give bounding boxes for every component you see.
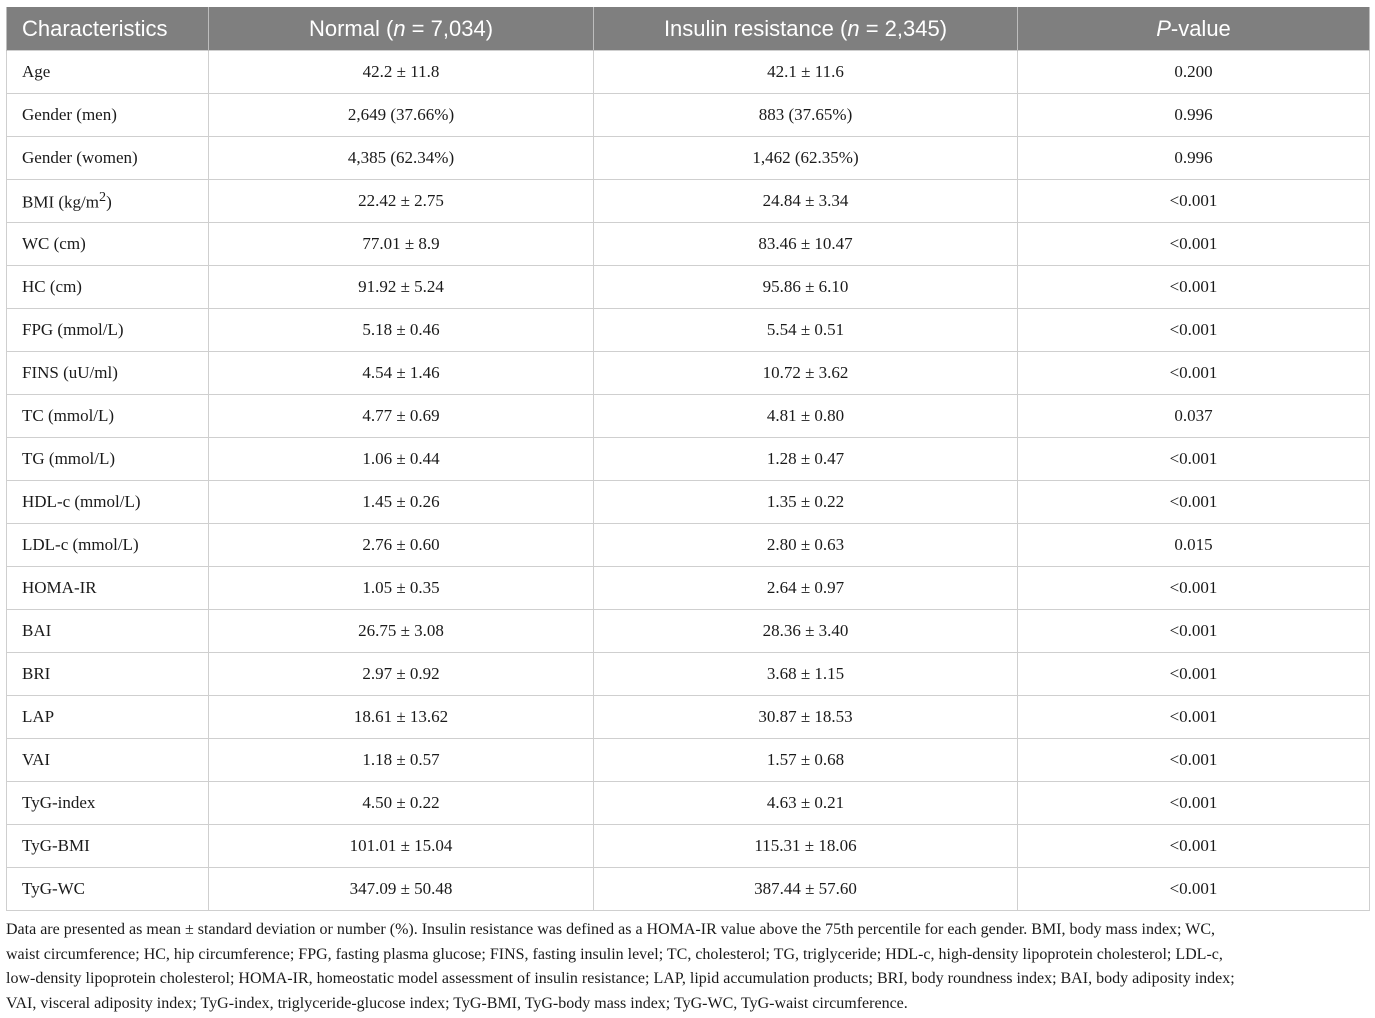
- table-row: [7, 137, 1370, 180]
- table-body: [7, 51, 1370, 911]
- cell-normal: 2,649 (37.66%): [209, 94, 594, 137]
- table-row: [7, 180, 1370, 223]
- cell-p-value: <0.001: [1018, 266, 1370, 309]
- cell-p-value: <0.001: [1018, 868, 1370, 911]
- table-row: [7, 739, 1370, 782]
- row-label: FPG (mmol/L): [7, 309, 209, 352]
- cell-insulin-resistance: 42.1 ± 11.6: [594, 51, 1018, 94]
- cell-p-value: 0.996: [1018, 94, 1370, 137]
- cell-p-value: <0.001: [1018, 481, 1370, 524]
- table-row: [7, 868, 1370, 911]
- header-normal-prefix: Normal (: [308, 15, 394, 41]
- cell-normal: 42.2 ± 11.8: [209, 51, 594, 94]
- cell-insulin-resistance: 95.86 ± 6.10: [594, 266, 1018, 309]
- cell-insulin-resistance: 30.87 ± 18.53: [594, 696, 1018, 739]
- table-row: [7, 438, 1370, 481]
- header-p-italic: P: [1156, 15, 1171, 41]
- cell-p-value: <0.001: [1018, 352, 1370, 395]
- cell-insulin-resistance: 83.46 ± 10.47: [594, 223, 1018, 266]
- cell-normal: 26.75 ± 3.08: [209, 610, 594, 653]
- cell-insulin-resistance: 28.36 ± 3.40: [594, 610, 1018, 653]
- cell-insulin-resistance: 1,462 (62.35%): [594, 137, 1018, 180]
- cell-normal: 5.18 ± 0.46: [209, 309, 594, 352]
- footnote-line: low-density lipoprotein cholesterol; HOMA-IR, homeostatic model assessment of insulin resistance; LAP, lipid accumulation products; BRI, body roundness index; BAI, body adiposity index;: [6, 970, 1235, 987]
- cell-insulin-resistance: 387.44 ± 57.60: [594, 868, 1018, 911]
- row-label: Age: [7, 51, 209, 94]
- row-label: FINS (uU/ml): [7, 352, 209, 395]
- cell-insulin-resistance: 24.84 ± 3.34: [594, 180, 1018, 223]
- cell-insulin-resistance: 2.80 ± 0.63: [594, 524, 1018, 567]
- table-row: [7, 352, 1370, 395]
- cell-normal: 4.54 ± 1.46: [209, 352, 594, 395]
- row-label-bmi: [7, 180, 209, 223]
- table-row: [7, 395, 1370, 438]
- footnote-line: waist circumference; HC, hip circumference; FPG, fasting plasma glucose; FINS, fasting insulin level; TC, cholesterol; TG, triglyceride; HDL-c, high-density lipoprotein cholesterol; LDL-c,: [6, 945, 1223, 963]
- table-header: [7, 7, 1370, 51]
- row-label: TyG-index: [7, 782, 209, 825]
- row-label: HOMA-IR: [7, 567, 209, 610]
- cell-insulin-resistance: 4.81 ± 0.80: [594, 395, 1018, 438]
- table-row: [7, 782, 1370, 825]
- cell-normal: 4.50 ± 0.22: [209, 782, 594, 825]
- cell-p-value: <0.001: [1018, 825, 1370, 868]
- cell-p-value: <0.001: [1018, 438, 1370, 481]
- row-label: BRI: [7, 653, 209, 696]
- table-row: [7, 266, 1370, 309]
- cell-insulin-resistance: 4.63 ± 0.21: [594, 782, 1018, 825]
- table-row: [7, 825, 1370, 868]
- row-label: TG (mmol/L): [7, 438, 209, 481]
- cell-normal: 347.09 ± 50.48: [209, 868, 594, 911]
- table-row: [7, 94, 1370, 137]
- header-p-value: [1018, 7, 1370, 51]
- row-label: Gender (women): [7, 137, 209, 180]
- header-normal-suffix: = 7,034): [405, 15, 494, 41]
- cell-normal: 18.61 ± 13.62: [209, 696, 594, 739]
- cell-p-value: <0.001: [1018, 567, 1370, 610]
- row-label: TyG-WC: [7, 868, 209, 911]
- cell-normal: 2.76 ± 0.60: [209, 524, 594, 567]
- cell-p-value: 0.037: [1018, 395, 1370, 438]
- cell-normal: 101.01 ± 15.04: [209, 825, 594, 868]
- cell-insulin-resistance: 3.68 ± 1.15: [594, 653, 1018, 696]
- table-row: [7, 481, 1370, 524]
- row-label: Gender (men): [7, 94, 209, 137]
- header-ir-n: n: [847, 15, 860, 41]
- header-insulin-resistance: [594, 7, 1018, 51]
- cell-normal: 77.01 ± 8.9: [209, 223, 594, 266]
- row-label: TC (mmol/L): [7, 395, 209, 438]
- row-label-superscript: 2: [98, 189, 107, 206]
- header-ir-prefix: Insulin resistance (: [663, 15, 848, 41]
- cell-p-value: <0.001: [1018, 180, 1370, 223]
- cell-p-value: 0.200: [1018, 51, 1370, 94]
- characteristics-table-container: [6, 7, 1369, 911]
- header-normal-n: n: [393, 15, 406, 41]
- row-label-prefix: BMI (kg/m: [22, 192, 99, 212]
- row-label: HC (cm): [7, 266, 209, 309]
- cell-insulin-resistance: 5.54 ± 0.51: [594, 309, 1018, 352]
- cell-p-value: <0.001: [1018, 782, 1370, 825]
- table-row: [7, 696, 1370, 739]
- cell-p-value: <0.001: [1018, 696, 1370, 739]
- footnote-line: VAI, visceral adiposity index; TyG-index, triglyceride-glucose index; TyG-BMI, TyG-body mass index; TyG-WC, TyG-waist circumference.: [6, 994, 908, 1012]
- cell-p-value: 0.996: [1018, 137, 1370, 180]
- characteristics-table: [6, 7, 1370, 911]
- table-row: [7, 309, 1370, 352]
- cell-insulin-resistance: 1.28 ± 0.47: [594, 438, 1018, 481]
- header-characteristics: [7, 7, 209, 51]
- header-row: [7, 7, 1370, 51]
- row-label: LAP: [7, 696, 209, 739]
- cell-insulin-resistance: 10.72 ± 3.62: [594, 352, 1018, 395]
- footnote-line: Data are presented as mean ± standard deviation or number (%). Insulin resistance was defined as a HOMA-IR value above the 75th percentile for each gender. BMI, body mass index; WC,: [6, 921, 1215, 938]
- header-ir-suffix: = 2,345): [859, 15, 948, 41]
- cell-insulin-resistance: 883 (37.65%): [594, 94, 1018, 137]
- row-label: VAI: [7, 739, 209, 782]
- cell-normal: 1.05 ± 0.35: [209, 567, 594, 610]
- table-row: [7, 610, 1370, 653]
- cell-normal: 2.97 ± 0.92: [209, 653, 594, 696]
- row-label: WC (cm): [7, 223, 209, 266]
- table-row: [7, 524, 1370, 567]
- table-row: [7, 223, 1370, 266]
- header-p-suffix: -value: [1170, 15, 1231, 41]
- header-characteristics-label: Characteristics: [22, 15, 168, 41]
- row-label: TyG-BMI: [7, 825, 209, 868]
- cell-p-value: <0.001: [1018, 610, 1370, 653]
- table-row: [7, 567, 1370, 610]
- cell-p-value: <0.001: [1018, 739, 1370, 782]
- cell-insulin-resistance: 1.57 ± 0.68: [594, 739, 1018, 782]
- cell-normal: 1.06 ± 0.44: [209, 438, 594, 481]
- cell-normal: 4.77 ± 0.69: [209, 395, 594, 438]
- cell-normal: 91.92 ± 5.24: [209, 266, 594, 309]
- row-label-suffix: ): [106, 192, 112, 212]
- cell-normal: 22.42 ± 2.75: [209, 180, 594, 223]
- cell-p-value: <0.001: [1018, 223, 1370, 266]
- table-row: [7, 51, 1370, 94]
- cell-insulin-resistance: 1.35 ± 0.22: [594, 481, 1018, 524]
- cell-p-value: <0.001: [1018, 653, 1370, 696]
- cell-insulin-resistance: 2.64 ± 0.97: [594, 567, 1018, 610]
- cell-normal: 4,385 (62.34%): [209, 137, 594, 180]
- table-row: [7, 653, 1370, 696]
- row-label: BAI: [7, 610, 209, 653]
- row-label: LDL-c (mmol/L): [7, 524, 209, 567]
- row-label: HDL-c (mmol/L): [7, 481, 209, 524]
- cell-p-value: 0.015: [1018, 524, 1370, 567]
- cell-normal: 1.18 ± 0.57: [209, 739, 594, 782]
- cell-insulin-resistance: 115.31 ± 18.06: [594, 825, 1018, 868]
- table-footnote: [6, 918, 1368, 1016]
- cell-normal: 1.45 ± 0.26: [209, 481, 594, 524]
- cell-p-value: <0.001: [1018, 309, 1370, 352]
- header-normal: [209, 7, 594, 51]
